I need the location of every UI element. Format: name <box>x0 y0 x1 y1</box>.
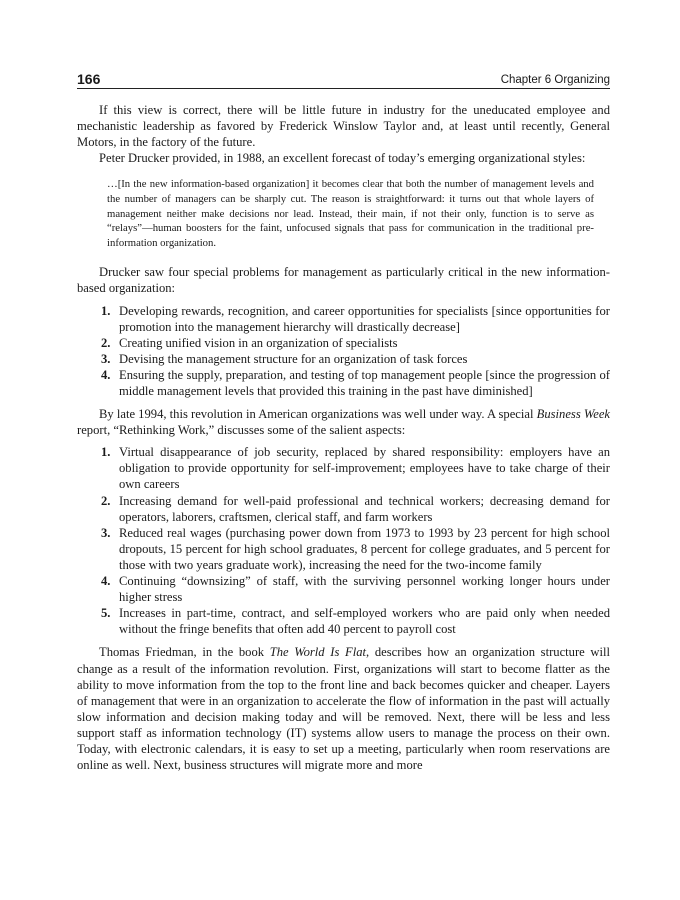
paragraph-text: Thomas Friedman, in the book <box>99 645 270 660</box>
business-week-list <box>77 444 610 637</box>
page-number: 166 <box>77 71 101 87</box>
chapter-title: Chapter 6 Organizing <box>500 74 610 86</box>
list-item <box>77 335 610 351</box>
list-item-text: Virtual disappearance of job security, replaced by shared responsibility: employers have an obligation to provide opportunity for self-improvement; employees have to take charge of their own careers <box>119 445 610 492</box>
list-number: 2. <box>101 335 111 350</box>
list-item-text: Creating unified vision in an organization of specialists <box>119 335 398 350</box>
list-item <box>77 351 610 367</box>
list-item-text: Increases in part-time, contract, and self-employed workers who are paid only when needed without the fringe benefits that often add 40 percent to payroll cost <box>119 606 610 637</box>
list-item <box>77 573 610 605</box>
list-item <box>77 444 610 492</box>
list-item-text: Continuing “downsizing” of staff, with the surviving personnel working longer hours under higher stress <box>119 574 610 605</box>
paragraph-text: report, “Rethinking Work,” discusses some of the salient aspects: <box>77 423 406 438</box>
paragraph-drucker-intro: Peter Drucker provided, in 1988, an excellent forecast of today’s emerging organizational styles: <box>99 151 586 166</box>
list-item <box>77 525 610 573</box>
paragraph-friedman <box>77 644 610 773</box>
list-item-text: Reduced real wages (purchasing power down from 1973 to 1993 by 23 percent for high school dropouts, 15 percent for high school graduates, 8 percent for college graduates, and 5 percent for those with two years graduate work), increasing the need for the two-income family <box>119 525 610 572</box>
list-number: 1. <box>101 445 111 460</box>
paragraph-taylor: If this view is correct, there will be little future in industry for the uneducated employee and mechanistic leadership as favored by Frederick Winslow Taylor and, at least until recently, General Motors, in the factory of the future. <box>77 103 610 150</box>
list-number: 4. <box>101 574 111 589</box>
book-title: The World Is Flat <box>269 645 367 660</box>
list-number: 3. <box>101 351 111 366</box>
list-number: 4. <box>101 367 111 382</box>
list-item <box>77 493 610 525</box>
list-number: 5. <box>101 606 111 621</box>
list-number: 1. <box>101 303 111 318</box>
list-item-text: Ensuring the supply, preparation, and testing of top management people [since the progression of middle management levels that provided this training in the past have diminished] <box>119 367 610 398</box>
paragraph-business-week <box>77 406 610 438</box>
list-item-text: Developing rewards, recognition, and career opportunities for specialists [since opportunities for promotion into the management hierarchy will drastically decrease] <box>119 303 610 334</box>
drucker-quote: …[In the new information-based organization] it becomes clear that both the number of management levels and the number of managers can be sharply cut. The reason is straightforward: it turns out that whole layers of management neither make decisions nor lead. Instead, their main, if not their only, function is to serve as “relays”—human boosters for the faint, unfocused signals that pass for communication in the traditional pre-information organization. <box>107 178 594 249</box>
drucker-problems-list <box>77 303 610 400</box>
list-item <box>77 605 610 637</box>
list-item <box>77 303 610 335</box>
list-item-text: Increasing demand for well-paid professional and technical workers; decreasing demand for operators, laborers, craftsmen, clerical staff, and farm workers <box>119 493 610 524</box>
list-number: 2. <box>101 493 111 508</box>
running-header <box>77 70 610 89</box>
list-number: 3. <box>101 525 111 540</box>
paragraph-text: By late 1994, this revolution in American organizations was well under way. A special <box>99 407 537 422</box>
publication-title: Business Week <box>536 407 610 422</box>
page-body <box>77 102 610 773</box>
book-page <box>77 70 610 773</box>
paragraph-text: , describes how an organization structure will change as a result of the information revolution. First, organizations will start to become flatter as the ability to move information from the top to the front line and back becomes quicker and cheaper. Layers of management that were in an organization to accelerate the flow of information in the past will actually slow information and decision making today and will be removed. Next, there will be less and less support staff as information technology (IT) systems allow users to manage the process on their own. Today, with electronic calendars, it is easy to set up a meeting, particularly when room reservations are online as well. Next, business structures will migrate more and more <box>77 645 610 773</box>
list-item-text: Devising the management structure for an organization of task forces <box>119 351 468 366</box>
list-item <box>77 367 610 399</box>
paragraph-drucker-problems: Drucker saw four special problems for management as particularly critical in the new information-based organization: <box>77 265 610 296</box>
